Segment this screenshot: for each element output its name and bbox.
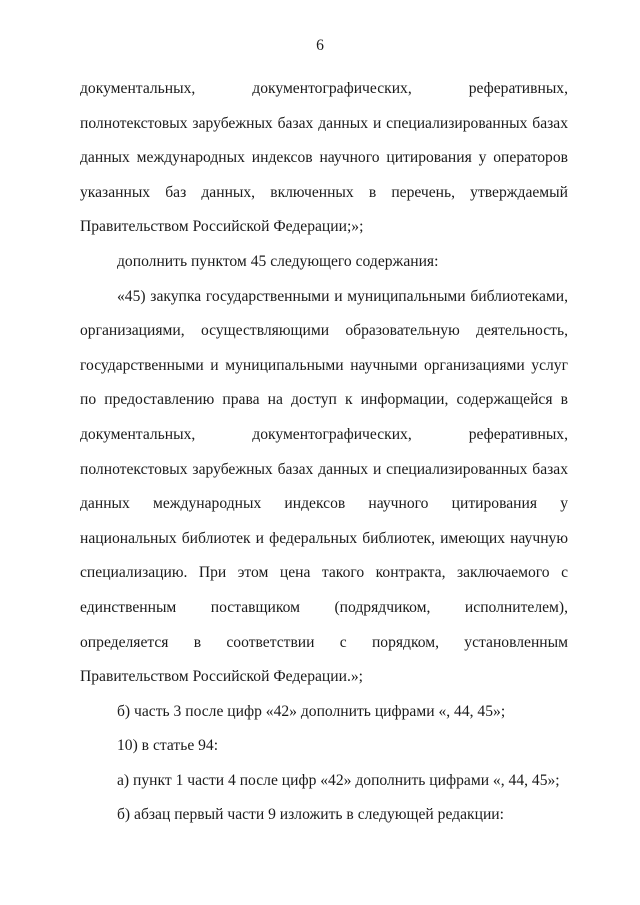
paragraph-point-1-part-4: а) пункт 1 части 4 после цифр «42» дополнить цифрами «, 44, 45»; <box>117 771 560 789</box>
paragraph-part-3: б) часть 3 после цифр «42» дополнить цифрами «, 44, 45»; <box>117 702 506 720</box>
paragraph-article-94: 10) в статье 94: <box>117 737 219 755</box>
paragraph-item-45: «45) закупка государственными и муниципальными библиотеками, организациями, осуществляющими образовательную деятельность, государственными и муниципальными научными организациями услуг по предоставлению права на доступ к информации, содержащейся в документальных, документографических, реферативных, полнотекстовых зарубежных базах данных и специализированных базах данных международных индексов научного цитирования у национальных библиотек и федеральных библиотек, имеющих научную специализацию. При этом цена такого контракта, заключаемого с единственным поставщиком (подрядчиком, исполнителем), определяется в соответствии с порядком, установленным Правительством Российской Федерации.»; <box>80 287 568 686</box>
paragraph-add-item-45: дополнить пунктом 45 следующего содержания: <box>117 252 439 270</box>
paragraph-continuation: документальных, документографических, реферативных, полнотекстовых зарубежных базах данных и специализированных базах данных международных индексов научного цитирования у операторов указанных баз данных, включенных в перечень, утверждаемый Правительством Российской Федерации;»; <box>80 80 568 236</box>
paragraph-part-9: б) абзац первый части 9 изложить в следующей редакции: <box>117 806 504 824</box>
page-number: 6 <box>316 37 324 54</box>
document-body <box>80 72 568 833</box>
